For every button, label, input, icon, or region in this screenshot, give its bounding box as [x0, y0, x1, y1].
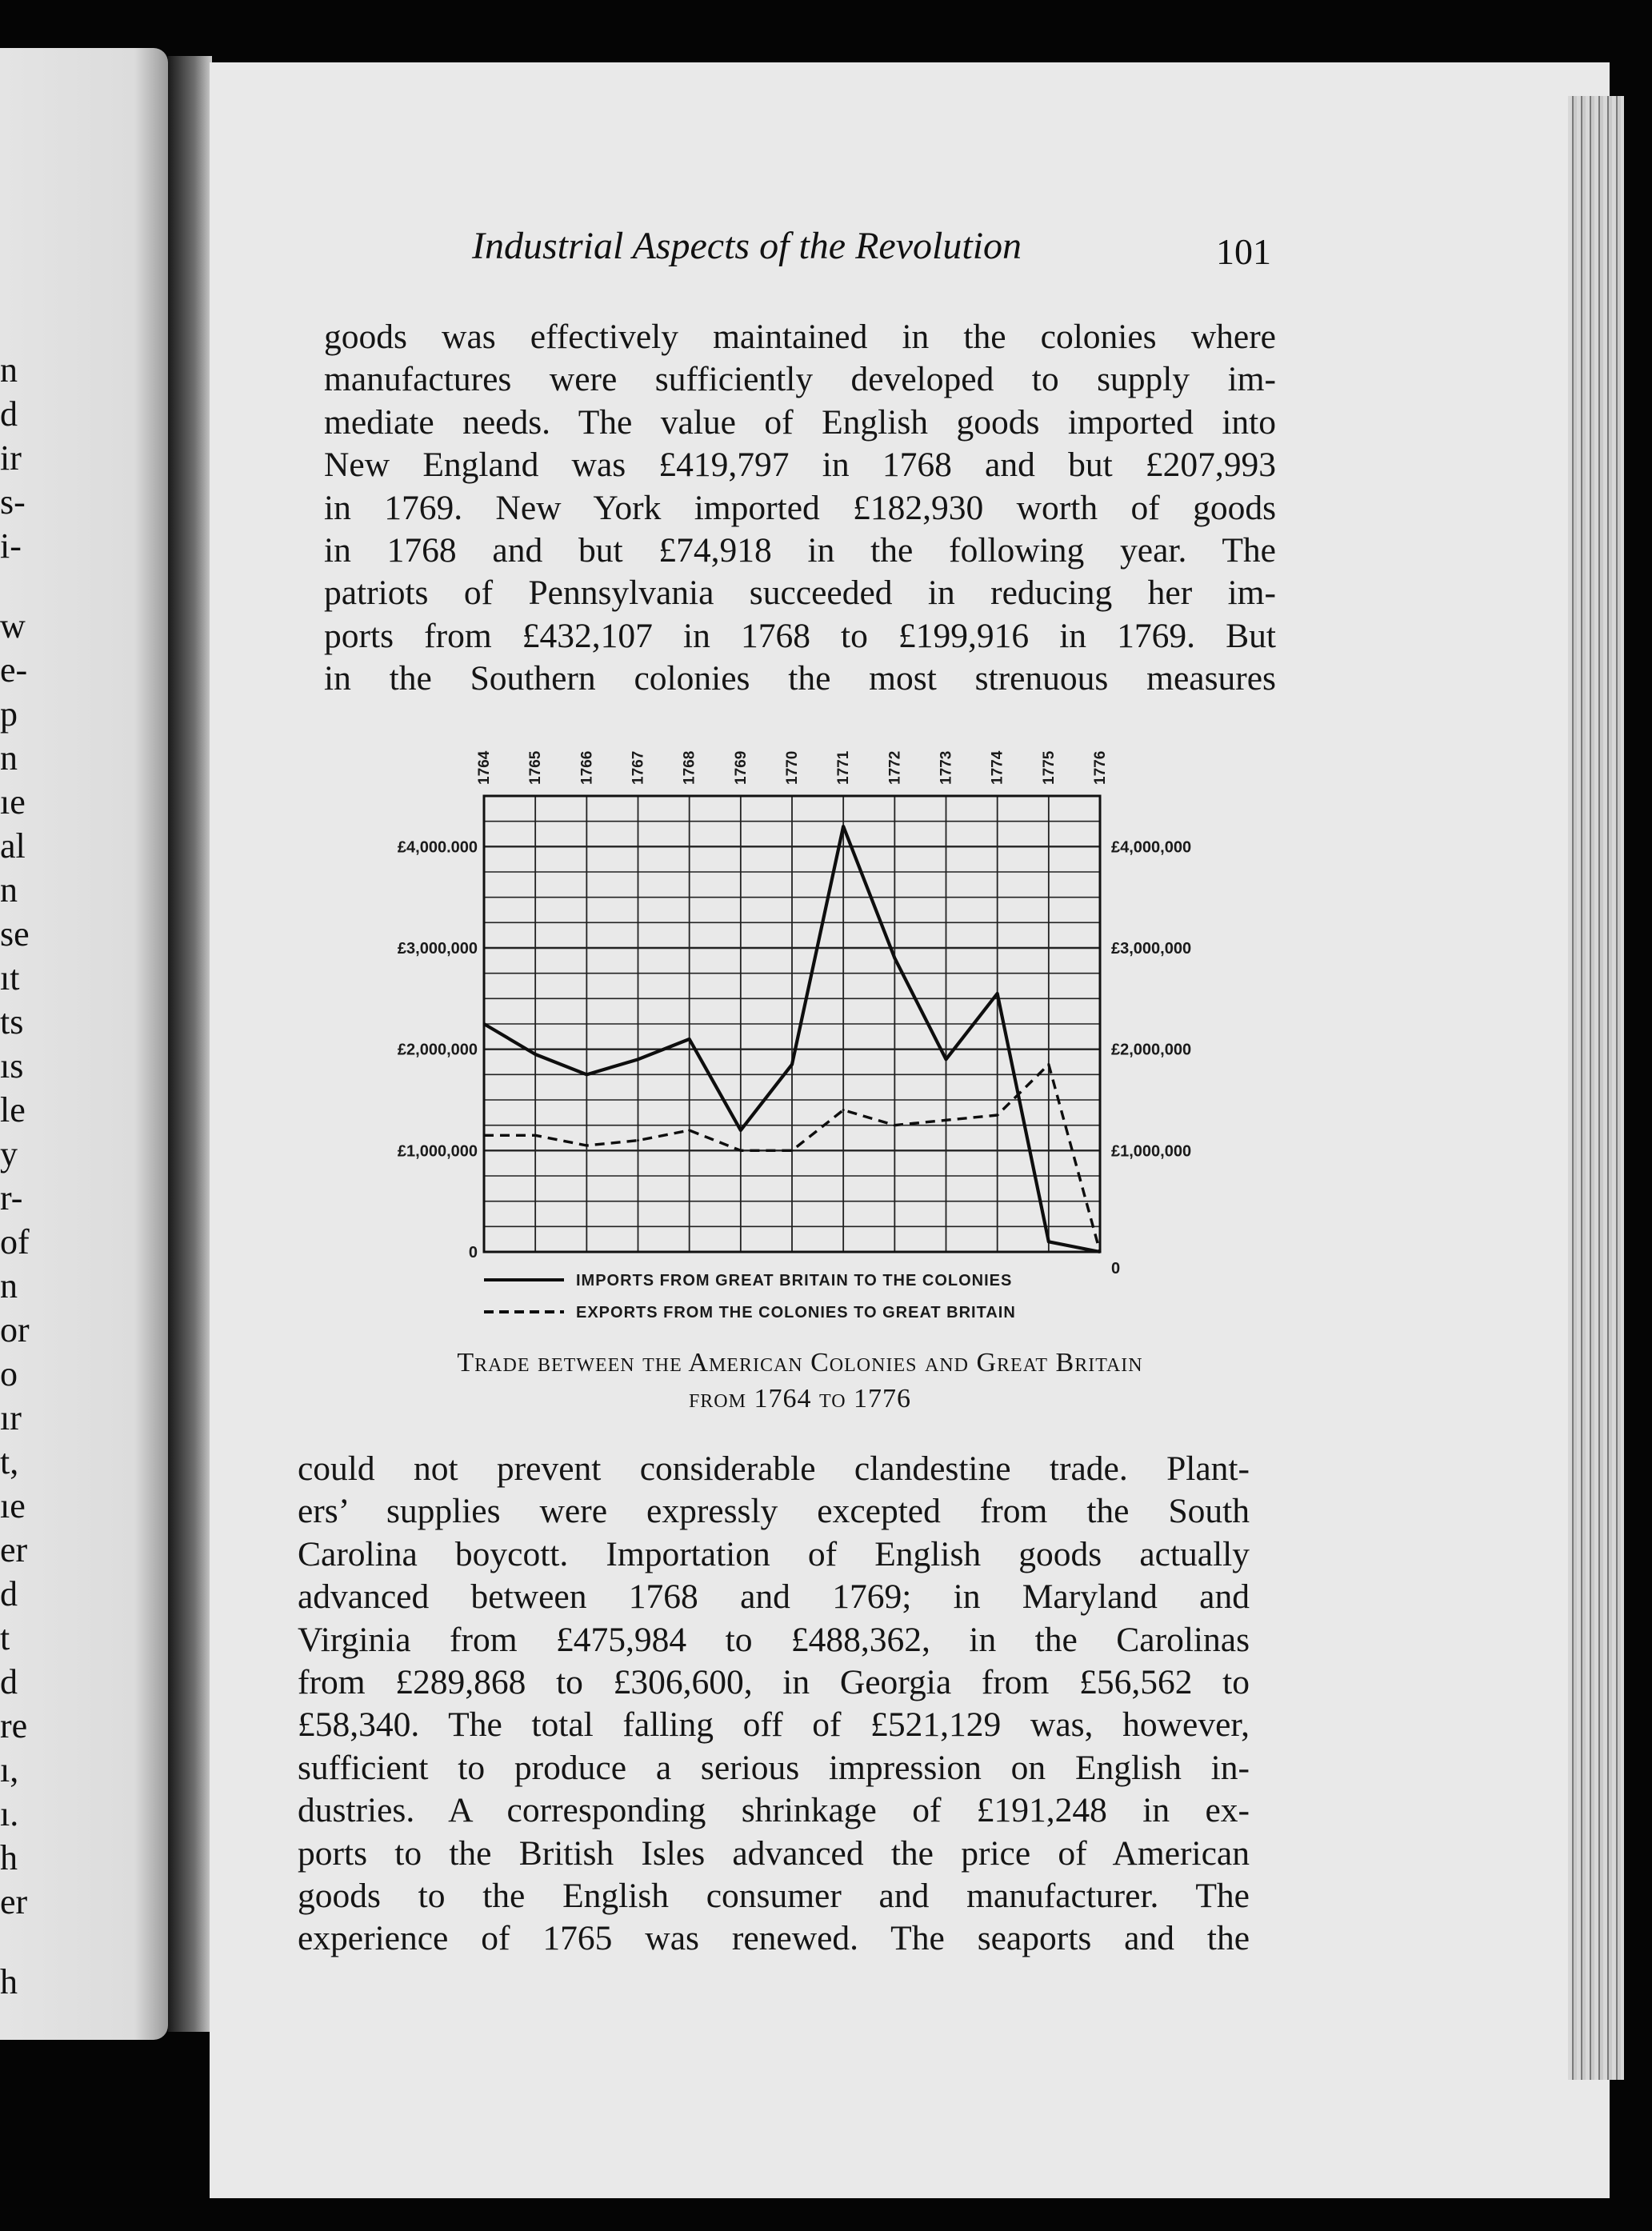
page-edges	[1568, 96, 1624, 2080]
left-page-fragment: ıs	[0, 1046, 24, 1086]
imports-data-point	[534, 1054, 537, 1056]
left-page-fragment: o	[0, 1354, 18, 1393]
left-page-fragment: ıt	[0, 958, 20, 998]
x-tick-label: 1769	[732, 750, 750, 785]
exports-data-point	[637, 1139, 639, 1141]
y-tick-label-right: 0	[1111, 1260, 1121, 1277]
imports-data-point	[483, 1023, 486, 1026]
x-tick-label: 1767	[630, 750, 647, 785]
imports-data-point	[586, 1074, 588, 1076]
book-gutter	[168, 56, 212, 2032]
left-page-fragment: ıe	[0, 1486, 26, 1525]
exports-data-point	[894, 1124, 896, 1126]
x-tick-label: 1772	[886, 750, 904, 785]
text-line: in 1768 and but £74,918 in the following year. The	[324, 531, 1276, 570]
left-page-fragment: e-	[0, 650, 28, 690]
left-page-fragment: ts	[0, 1002, 24, 1042]
left-page-fragment: n	[0, 870, 18, 910]
imports-data-point	[842, 826, 845, 828]
y-tick-label-right: £1,000,000	[1111, 1142, 1192, 1161]
imports-data-point	[739, 1129, 742, 1132]
text-line: in 1769. New York imported £182,930 worth of goods	[324, 488, 1276, 527]
exports-data-point	[739, 1149, 742, 1152]
x-tick-label: 1770	[784, 750, 801, 785]
text-line: ports from £432,107 in 1768 to £199,916 in 1769. But	[324, 616, 1276, 655]
imports-data-point	[637, 1058, 639, 1061]
x-tick-label: 1764	[476, 750, 493, 785]
left-page-fragment: se	[0, 914, 30, 954]
legend-exports-label: EXPORTS FROM THE COLONIES TO GREAT BRITAIN	[576, 1304, 1016, 1321]
imports-data-point	[945, 1058, 947, 1061]
x-tick-label: 1766	[578, 750, 596, 785]
x-tick-label: 1765	[527, 750, 545, 785]
body-text-bottom	[298, 1448, 1250, 1961]
text-line: could not prevent considerable clandestine trade. Plant-	[298, 1449, 1250, 1488]
left-page-fragment: w	[0, 606, 26, 646]
exports-data-point	[586, 1145, 588, 1147]
text-line: in the Southern colonies the most strenuous measures	[324, 659, 1276, 698]
left-page-fragment: re	[0, 1706, 28, 1745]
left-page-fragment: ı.	[0, 1794, 19, 1833]
text-line: dustries. A corresponding shrinkage of £191,248 in ex-	[298, 1791, 1250, 1830]
exports-data-point	[945, 1119, 947, 1121]
left-page-fragment	[0, 1924, 48, 1960]
x-tick-label: 1774	[989, 750, 1006, 785]
running-head: Industrial Aspects of the Revolution	[472, 225, 1022, 267]
exports-data-point	[996, 1114, 998, 1117]
text-line: sufficient to produce a serious impression on English in-	[298, 1748, 1250, 1787]
text-line: goods to the English consumer and manufacturer. The	[298, 1877, 1250, 1916]
left-page-fragment: ıe	[0, 782, 26, 822]
page-number: 101	[1216, 231, 1271, 272]
left-page-fragment: ı,	[0, 1750, 19, 1789]
figure-caption-line2: from 1764 to 1776	[688, 1384, 912, 1413]
text-line: ers’ supplies were expressly excepted from the South	[298, 1492, 1250, 1531]
left-page-fragment: er	[0, 1882, 28, 1921]
y-tick-label-right: £2,000,000	[1111, 1041, 1192, 1059]
exports-data-point	[1099, 1251, 1102, 1253]
left-page-fragment: n	[0, 738, 18, 778]
left-page-fragment: h	[0, 1838, 18, 1877]
imports-data-point	[688, 1038, 690, 1041]
trade-chart-svg	[344, 724, 1264, 1348]
imports-data-point	[1047, 1241, 1050, 1243]
left-page-fragment: of	[0, 1222, 30, 1261]
x-tick-label: 1771	[835, 750, 853, 785]
y-tick-label-left: £2,000,000	[397, 1041, 478, 1059]
text-line: Virginia from £475,984 to £488,362, in the Carolinas	[298, 1620, 1250, 1659]
left-page-fragment: y	[0, 1134, 18, 1173]
trade-chart	[344, 724, 1264, 1348]
left-page-fragment: d	[0, 1574, 18, 1613]
x-tick-label: 1768	[681, 750, 698, 785]
left-page-fragment: n	[0, 350, 18, 390]
left-page-fragment: t,	[0, 1442, 19, 1481]
text-line: New England was £419,797 in 1768 and but £207,993	[324, 446, 1276, 485]
x-tick-label: 1775	[1040, 750, 1058, 785]
text-line: advanced between 1768 and 1769; in Maryland and	[298, 1577, 1250, 1617]
imports-data-point	[996, 993, 998, 995]
y-tick-label-left: £3,000,000	[397, 940, 478, 958]
text-line: £58,340. The total falling off of £521,129 was, however,	[298, 1705, 1250, 1745]
y-tick-label-left: £4,000.000	[397, 838, 478, 857]
text-line: manufactures were sufficiently developed to supply im-	[324, 360, 1276, 399]
left-page-fragment: r-	[0, 1178, 23, 1217]
text-line: ports to the British Isles advanced the price of American	[298, 1833, 1250, 1873]
imports-data-point	[791, 1063, 794, 1066]
left-page-fragment: t	[0, 1618, 10, 1657]
x-tick-label: 1776	[1092, 750, 1109, 785]
left-page-fragment: ir	[0, 438, 22, 478]
x-tick-label: 1773	[938, 750, 955, 785]
left-page-fragment	[0, 568, 48, 604]
left-page	[0, 48, 168, 2040]
left-page-fragment: or	[0, 1310, 30, 1349]
left-page-fragment: al	[0, 826, 26, 866]
left-page-fragment: p	[0, 694, 18, 734]
body-text-top	[324, 316, 1276, 701]
left-page-fragment: n	[0, 1266, 18, 1305]
left-page-fragment: ır	[0, 1398, 22, 1437]
left-page-fragment: i-	[0, 526, 22, 566]
text-line: from £289,868 to £306,600, in Georgia from £56,562 to	[298, 1663, 1250, 1702]
legend-imports-label: IMPORTS FROM GREAT BRITAIN TO THE COLONIES	[576, 1272, 1013, 1289]
text-line: patriots of Pennsylvania succeeded in reducing her im-	[324, 574, 1276, 613]
exports-data-point	[534, 1134, 537, 1137]
text-line: experience of 1765 was renewed. The seaports and the	[298, 1919, 1250, 1958]
exports-data-point	[483, 1134, 486, 1137]
text-line: Carolina boycott. Importation of English goods actually	[298, 1534, 1250, 1573]
left-page-text-fragments	[0, 348, 48, 2004]
exports-data-point	[842, 1109, 845, 1111]
left-page-fragment: le	[0, 1090, 26, 1129]
text-line: mediate needs. The value of English goods imported into	[324, 402, 1276, 442]
left-page-fragment: d	[0, 394, 18, 434]
left-page-fragment: h	[0, 1962, 18, 2001]
text-line: goods was effectively maintained in the colonies where	[324, 318, 1276, 356]
imports-data-point	[894, 957, 896, 959]
y-tick-label-right: £3,000,000	[1111, 940, 1192, 958]
exports-data-point	[1047, 1063, 1050, 1066]
y-tick-label-right: £4,000,000	[1111, 838, 1192, 857]
left-page-fragment: s-	[0, 482, 26, 522]
exports-data-point	[791, 1149, 794, 1152]
y-tick-label-left: 0	[468, 1244, 478, 1261]
left-page-fragment: d	[0, 1662, 18, 1701]
left-page-fragment: er	[0, 1530, 28, 1569]
y-tick-label-left: £1,000,000	[397, 1142, 478, 1161]
exports-data-point	[688, 1129, 690, 1132]
figure-caption-line1: Trade between the American Colonies and Great Britain	[457, 1348, 1143, 1377]
